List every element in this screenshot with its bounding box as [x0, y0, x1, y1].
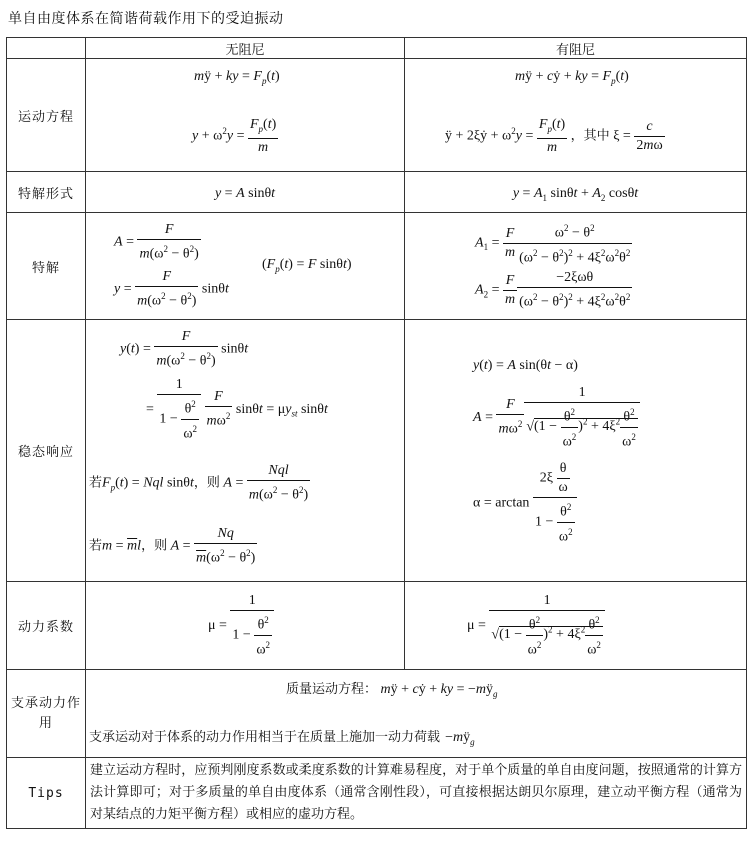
eq-yt-mu: = 1 1 − $\frac{\theta^2}{\omega^2}$ $\frac{F}{m\omega^2}$ $\sin\theta t = \mu y_{st}$ sinθt — [146, 377, 328, 442]
eq-yt: y(t) = $\frac{F}{m(\omega^2 - \theta^2)}$ sinθt — [120, 329, 249, 369]
label-motion-eq: 运动方程 — [7, 59, 86, 172]
undamped-particular-solution — [86, 213, 405, 320]
text-where: ，其中 — [570, 128, 610, 144]
label-support-motion: 支承动力作用 — [7, 670, 86, 758]
row-support-motion — [7, 670, 747, 758]
row-dynamic-factor — [7, 582, 747, 670]
row-motion-eq — [7, 59, 747, 172]
support-note-text: 支承运动对于体系的动力作用相当于在质量上施加一动力荷载 — [89, 730, 441, 745]
eq-y-particular: y = $\frac{F}{m(\omega^2 - \theta^2)}$ sinθt — [114, 269, 229, 309]
text-then-1: ，则 — [193, 475, 220, 491]
header-damped: 有阻尼 — [405, 38, 747, 59]
label-particular-form: 特解形式 — [7, 172, 86, 213]
tips-body: 建立运动方程时，应预判刚度系数或柔度系数的计算难易程度，对于单个质量的单自由度问题，按照通常的计算方法计算即可；对于多质量的单自由度体系（通常含刚性段），可直接根据达朗贝尔原理，建立动平衡方程（通常为对某结点的力矩平衡方程）或相应的虚功方程。 — [86, 758, 747, 829]
eq-undamped-1: mÿ + ky = $F_p(t)$ — [194, 69, 280, 86]
label-tips: Tips — [7, 758, 86, 829]
text-if-1: 若 — [89, 475, 103, 491]
label-steady-response: 稳态响应 — [7, 320, 86, 582]
support-motion-cell — [86, 670, 747, 758]
label-dynamic-factor: 动力系数 — [7, 582, 86, 670]
label-particular-solution: 特解 — [7, 213, 86, 320]
undamped-dynamic-factor — [86, 582, 405, 670]
eq-undamped-2: $y + \omega^2y$ = $\frac{F_p(t)}{m}$ — [192, 117, 277, 155]
page-title: 单自由度体系在简谐荷载作用下的受迫振动 — [8, 11, 284, 27]
eq-A: A = $\frac{F}{m(\omega^2 - \theta^2)}$ — [114, 222, 199, 262]
row-particular-solution — [7, 213, 747, 320]
damped-motion-eq — [405, 59, 747, 172]
undamped-particular-form: y = A sinθt — [86, 172, 405, 213]
eq-support-mass: 质量运动方程： mÿ + cẏ + ky = $-mÿ_g$ — [286, 682, 498, 699]
formula-table — [6, 37, 747, 829]
eq-if-mbar: 若$m = \overline{m}l$，则 A = $\frac{Nq}{\overline{m}(\omega^2 - \theta^2)}$ — [89, 526, 256, 566]
eq-A-damped: A = $\frac{F}{m\omega^2}$ 1 √(1 − $\frac{\theta^2}{\omega^2}$ )$^2 + 4\xi^2$ $\frac{\theta^2}{\omega^2}$ — [473, 384, 640, 451]
undamped-steady-response — [86, 320, 405, 582]
eq-A1: $A_1$ = $\frac{F}{m}$ $\frac{\omega^2 - \theta^2}{(\omega^2 - \theta^2)^2 + 4\xi^2\omega^2\theta^2}$ — [475, 219, 632, 267]
row-particular-form — [7, 172, 747, 213]
eq-mu-damped: μ = 1 √(1 − $\frac{\theta^2}{\omega^2}$ )$^2 + 4\xi^2$ $\frac{\theta^2}{\omega^2}$ — [467, 592, 605, 659]
support-note: 支承运动对于体系的动力作用相当于在质量上施加一动力荷载 $-mÿ_g$ — [89, 730, 475, 747]
damped-particular-form: $y = A_1$ $\sin\theta t + A_2$ cosθt — [405, 172, 747, 213]
eq-if-Nql: 若$F_p(t)$ = Nql sinθt，则 A = $\frac{\text{Nql}}{m(\omega^2 - \theta^2)}$ — [89, 463, 309, 503]
eq-yt-damped: y(t) = A sin(θt − α) — [473, 358, 578, 373]
damped-particular-solution — [405, 213, 747, 320]
header-row — [7, 38, 747, 59]
eq-damped-1: mÿ + cẏ + ky = $F_p(t)$ — [515, 69, 629, 86]
eq-Fp-def: ($F_p(t) = F$ sinθt) — [262, 257, 352, 274]
header-undamped: 无阻尼 — [86, 38, 405, 59]
row-steady-response — [7, 320, 747, 582]
header-corner — [7, 38, 86, 59]
eq-mu-undamped: μ = 1 1 − $\frac{\theta^2}{\omega^2}$ — [208, 592, 274, 659]
text-then-2: ，则 — [141, 538, 168, 554]
damped-dynamic-factor — [405, 582, 747, 670]
eq-damped-2: ÿ + 2ξẏ + $\omega^2y$ = $\frac{F_p(t)}{m}$ ，其中 ξ = $\frac{c}{2m\omega}$ — [445, 117, 663, 155]
support-mass-label: 质量运动方程： — [286, 682, 378, 697]
eq-A2: $A_2$ = $\frac{F}{m}$ $\frac{\text{−2ξωθ}}{(\omega^2 - \theta^2)^2 + 4\xi^2\omega^2\theta^2}$ — [475, 270, 631, 310]
undamped-motion-eq — [86, 59, 405, 172]
row-tips — [7, 758, 747, 829]
damped-steady-response — [405, 320, 747, 582]
eq-alpha: α = arctan 2ξ $\frac{\theta}{\omega}$ 1 − $\frac{\theta^2}{\omega^2}$ — [473, 460, 577, 546]
text-if-2: 若 — [89, 538, 103, 554]
